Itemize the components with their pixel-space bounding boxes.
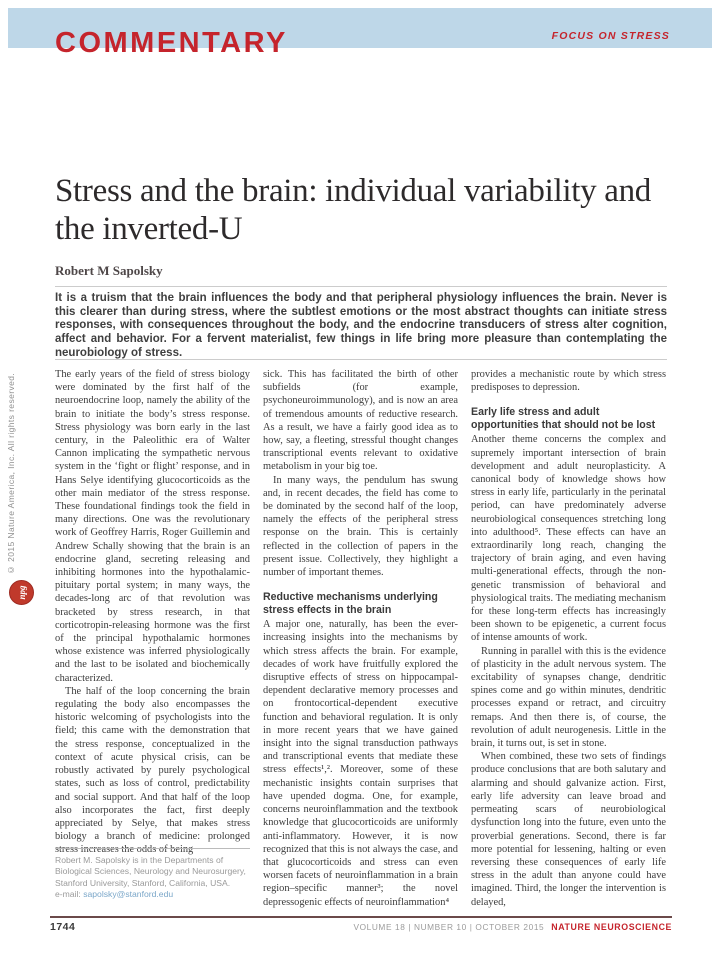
npg-logo-text: npg: [16, 585, 27, 600]
page-footer: [50, 916, 672, 933]
column-2: [263, 368, 458, 908]
article-title: Stress and the brain: individual variability and the inverted-U: [55, 173, 651, 247]
column-3: [471, 368, 666, 908]
body-paragraph: A major one, naturally, has been the ever-increasing insights into the mechanisms by which stress affects the brain. For example, decades of work have fruitfully explored the disruptive effects of stress on hippocampal-dependent declarative memory processes and on frontocortical-dependent executive function and behavioral regulation. It is only in more recent years that we have gained insight into the signal transduction pathways and transcriptional events that mediate these stress effects¹,². Moreover, some of these mechanistic insights contain surprises that have upended dogma. One, for example, concerns neuroinflammation and the textbook knowledge that glucocorticoids are uniformly anti-inflammatory. However, it is now recognized that this is not always the case, and that glucocorticoids and stress can even worsen facets of neuroinflammation in a brain region–specific manner³; the novel depressogenic effects of neuroinflammation⁴: [263, 619, 458, 908]
body-paragraph: When combined, these two sets of findings produce conclusions that are both salutary and alarming and should galvanize action. First, early life adversity can leave broad and permeating scars of neurobiological dysfunction long into the future, even unto the proverbial generations. Second, there is far more potential for lessening, halting or even reversing these consequences of early life stress in the adult than anyone could have imagined. Third, the longer the intervention is delayed,: [471, 751, 666, 908]
copyright-sidebar: © 2015 Nature America, Inc. All rights reserved.: [6, 372, 16, 575]
body-paragraph: In many ways, the pendulum has swung and, in recent decades, the field has come to be dominated by the second half of the loop, namely the effects of the peripheral stress response on the brain. This is certainly reflected in the collection of papers in the present issue. Collectively, they highlight a number of important themes.: [263, 474, 458, 579]
section-heading: Reductive mechanisms underlying stress effects in the brain: [263, 591, 438, 617]
body-paragraph: The early years of the field of stress biology were dominated by the first half of the neuroendocrine loop, namely the ability of the brain to initiate the body’s stress response. Stress physiology was born early in the last century, in the Paleolithic era of Walter Cannon implicating the sympathetic nervous system in the ‘fight or flight’ response, and in Hans Selye identifying glucocorticoids as the other main mediator of the stress response. These foundational findings took the field in many directions. One was the revolutionary work of Geoffrey Harris, Roger Guillemin and Andrew Schally showing that the brain is an endocrine gland, secreting releasing and inhibiting hormones into the hypothalamic-pituitary portal system; in many ways, the decades-long arc of that revolution was bracketed by stress research, in that corticotropin-releasing hormone was the first of the principal hypothalamic hormones whose existence was inferred physiologically and the last to be isolated and biochemically characterized.: [55, 369, 250, 684]
page-number: 1744: [50, 921, 76, 933]
issue-info: VOLUME 18 | NUMBER 10 | OCTOBER 2015: [353, 922, 545, 932]
divider-below-standfirst: [55, 359, 667, 360]
standfirst-abstract: It is a truism that the brain influences the body and that peripheral physiology influences the brain. Never is this clearer than during stress, where the subtlest emotions or the most abstract thoughts can initiate stress responses, with consequences throughout the body, and the endocrine transducers of stress alter cognition, affect and behavior. For a fervent materialist, few things in life bring more pleasure than contemplating the neurobiology of stress.: [55, 292, 667, 359]
journal-name: NATURE NEUROSCIENCE: [551, 922, 672, 932]
body-paragraph: Running in parallel with this is the evidence of plasticity in the adult nervous system. The excitability of synapses change, dendritic spines come and go within minutes, dendritic processes expand or retract, and circuitry remaps. And then there is, of course, the revolution of adult neurogenesis. Little in the brain, it turns out, is set in stone.: [471, 645, 666, 750]
body-paragraph: Another theme concerns the complex and supremely important intersection of brain development and adult neuroplasticity. A canonical body of knowledge shows how stress in early life, particularly in the perinatal period, can have predominately adverse neurobiological consequences stretching long into adulthood⁵. These effects can have an extraordinarily long reach, changing the trajectory of brain aging, and even having multi-generational effects, through the non-genetic transmission of behavioral and physiological traits. The mediating mechanism for these long-term effects has increasingly been shown to be epigenetic, a current focus of intense amounts of work.: [471, 434, 666, 644]
section-label: COMMENTARY: [55, 27, 288, 59]
section-heading: Early life stress and adult opportunities that should not be lost: [471, 406, 656, 432]
body-paragraph: The half of the loop concerning the brain regulating the body also encompasses the historic welcoming of psychologists into the field; this came with the demonstration that the stress response, conceptualized in the context of acute physical crisis, can be robustly activated by purely psychological states, such as loss of control, predictability and social support. And that half of the loop also incorporates the fact, first deeply appreciated by Selye, that makes stress biology a branch of medicine: prolonged stress increases the odds of being: [55, 685, 250, 856]
focus-on-stress-label: FOCUS ON STRESS: [551, 30, 670, 42]
npg-logo-icon: [9, 580, 34, 605]
column-1: [55, 368, 250, 908]
footer-right: [353, 922, 672, 932]
affiliation-text: Robert M. Sapolsky is in the Departments of Biological Sciences, Neurology and Neurosurgery, Stanford University, Stanford, California, USA.: [55, 855, 246, 888]
email-link[interactable]: sapolsky@stanford.edu: [83, 888, 174, 899]
body-columns: [55, 368, 667, 908]
divider-above-standfirst: [55, 286, 667, 287]
body-paragraph: provides a mechanistic route by which stress predisposes to depression.: [471, 369, 666, 394]
body-paragraph: sick. This has facilitated the birth of other subfields (for example, psychoneuroimmunology), and is now an area of tremendous amounts of reductive research. As a result, we have a fairly good idea as to how, say, a fleeting, stressful thought changes transcriptional events relevant to oxidative metabolism in your big toe.: [263, 369, 458, 473]
email-label: e-mail:: [55, 888, 84, 899]
author-name: Robert M Sapolsky: [55, 263, 163, 278]
affiliation-note: [55, 848, 250, 900]
